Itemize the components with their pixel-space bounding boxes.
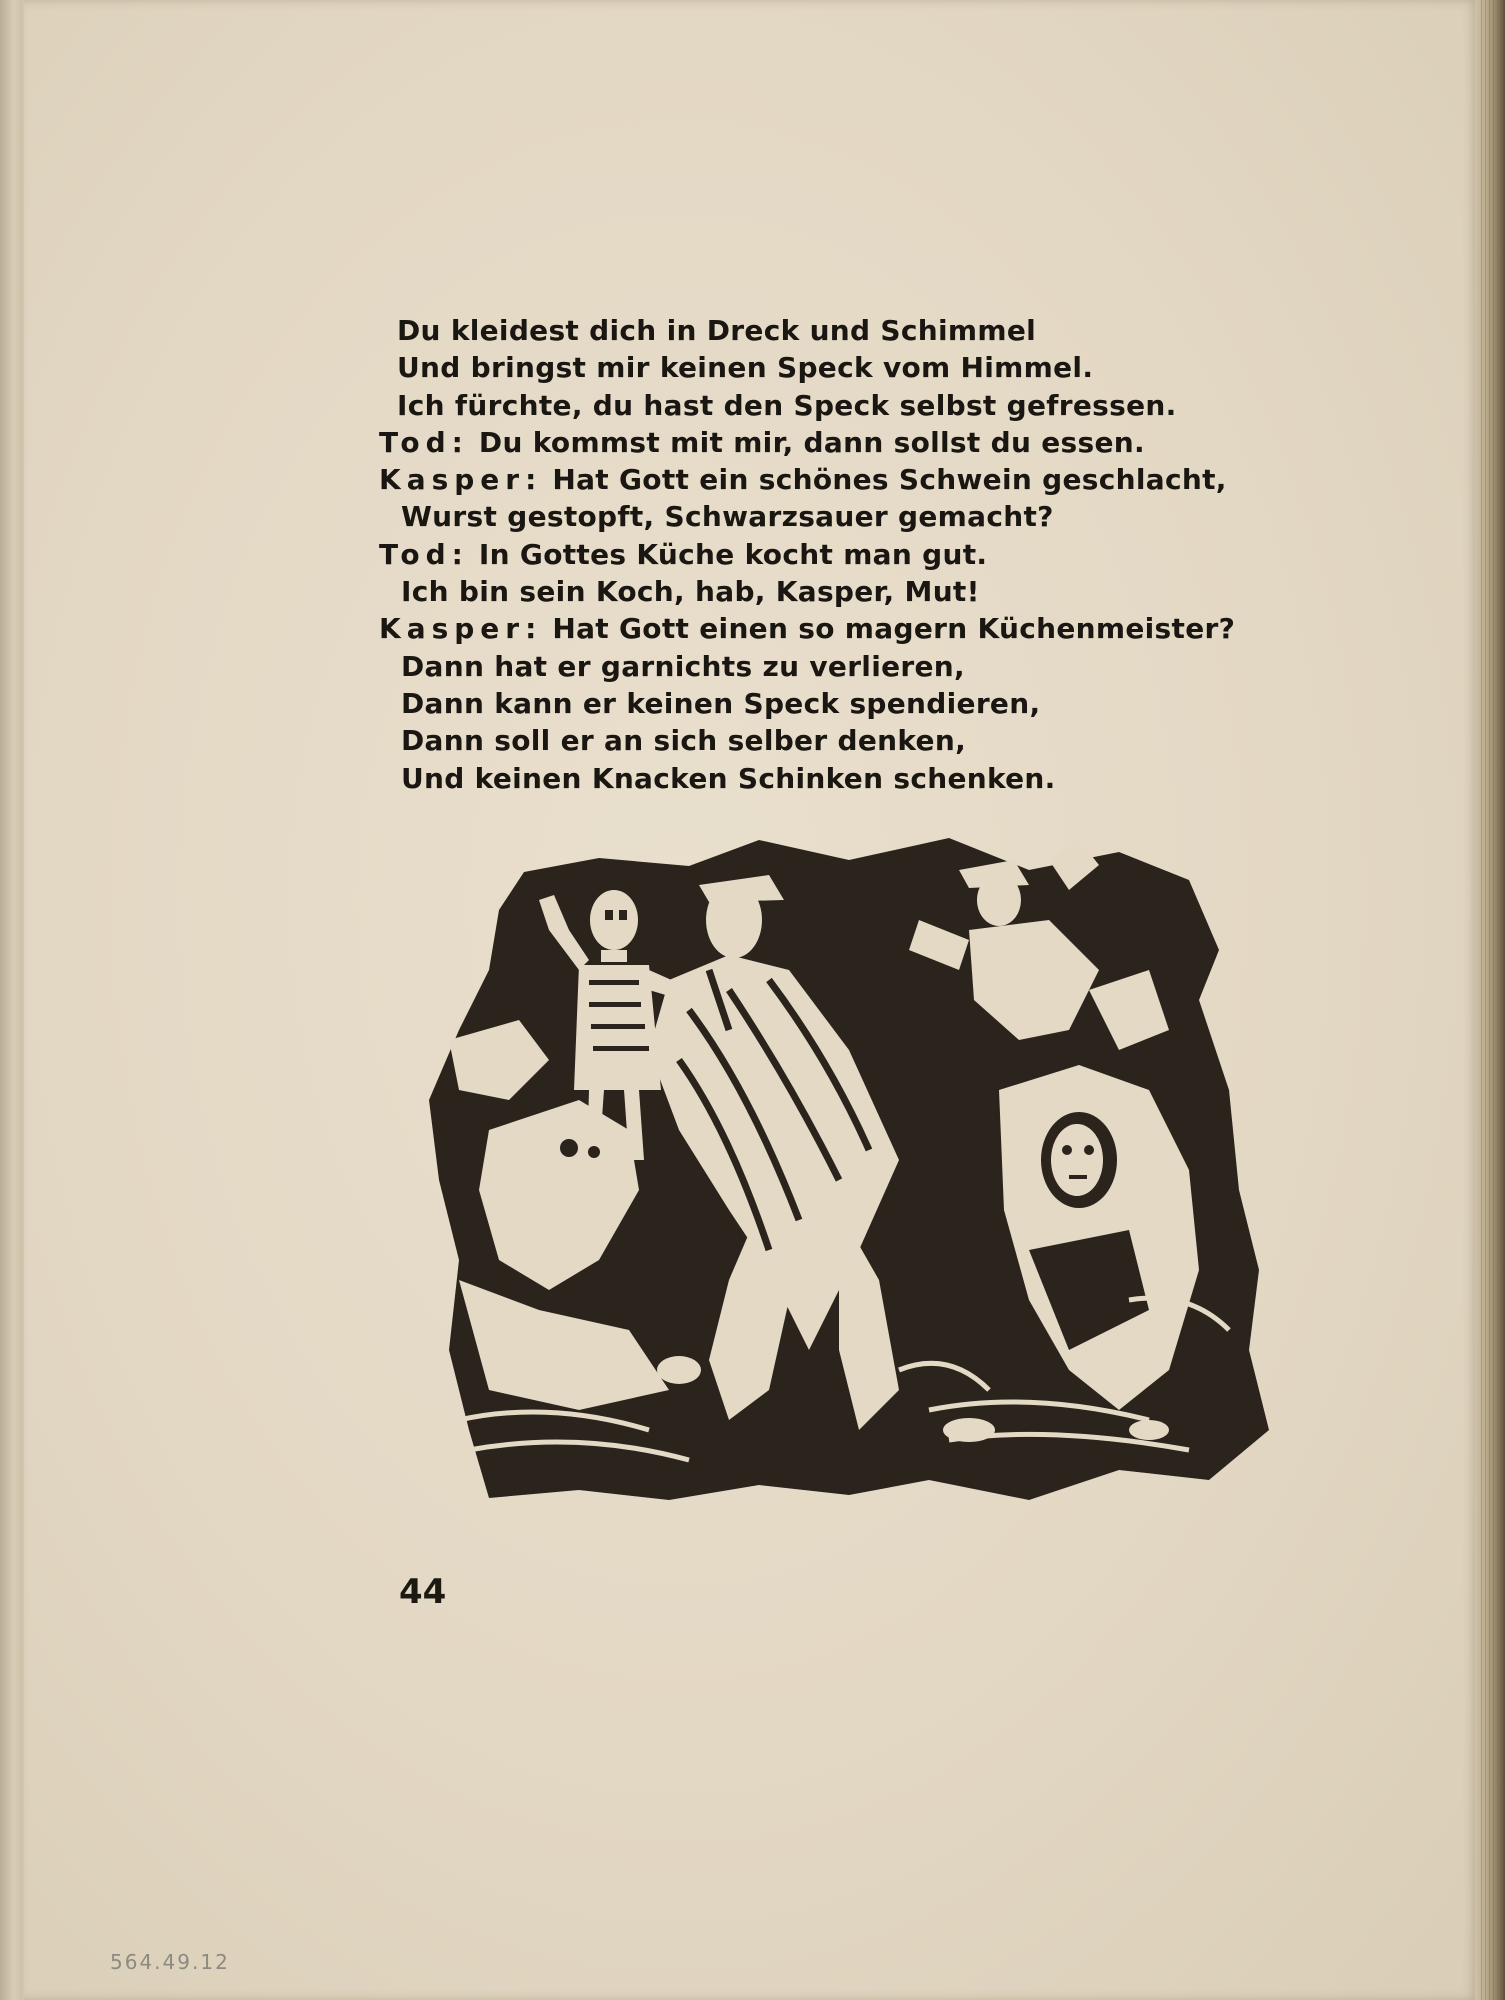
verse-line xyxy=(379,648,1179,685)
verse-line xyxy=(379,685,1179,722)
page-edge-lines xyxy=(1481,0,1499,2000)
page-edge xyxy=(1475,0,1505,2000)
verse-line xyxy=(379,349,1179,386)
verse-line xyxy=(379,536,1179,573)
verse-text: Wurst gestopft, Schwarzsauer gemacht? xyxy=(401,500,1054,534)
verse-text: Ich fürchte, du hast den Speck selbst gefressen. xyxy=(397,388,1177,422)
verse-text: In Gottes Küche kocht man gut. xyxy=(478,537,988,571)
page-number: 44 xyxy=(399,1572,447,1612)
speaker-label: Tod: xyxy=(379,537,469,571)
speaker-label: Kasper: xyxy=(379,612,543,646)
verse-text: Du kleidest dich in Dreck und Schimmel xyxy=(397,314,1037,347)
verse-line xyxy=(379,461,1227,498)
verse-block xyxy=(379,312,1236,797)
verse-text: Dann kann er keinen Speck spendieren, xyxy=(401,686,1041,720)
verse-line xyxy=(379,610,1236,647)
speaker-label: Kasper: xyxy=(379,463,543,497)
verse-line xyxy=(379,573,1179,610)
verse-text: Ich bin sein Koch, hab, Kasper, Mut! xyxy=(401,575,980,609)
book-page xyxy=(24,0,1479,2000)
verse-text: Dann hat er garnichts zu verlieren, xyxy=(401,649,965,683)
verse-text: Du kommst mit mir, dann sollst du essen. xyxy=(478,425,1145,459)
woodcut-illustration xyxy=(429,830,1279,1520)
verse-line xyxy=(379,498,1179,535)
verse-text: Dann soll er an sich selber denken, xyxy=(401,724,967,758)
verse-text: Hat Gott ein schönes Schwein geschlacht, xyxy=(552,463,1227,497)
verse-text: Und keinen Knacken Schinken schenken. xyxy=(401,761,1056,795)
accession-number: 564.49.12 xyxy=(110,1950,230,1974)
verse-line xyxy=(379,424,1179,461)
verse-line xyxy=(379,387,1179,424)
speaker-label: Tod: xyxy=(379,425,469,459)
verse-line xyxy=(379,312,1179,349)
verse-line xyxy=(379,722,1179,759)
verse-text: Und bringst mir keinen Speck vom Himmel. xyxy=(397,351,1094,385)
verse-line xyxy=(379,760,1179,797)
verse-text: Hat Gott einen so magern Küchenmeister? xyxy=(552,612,1236,646)
